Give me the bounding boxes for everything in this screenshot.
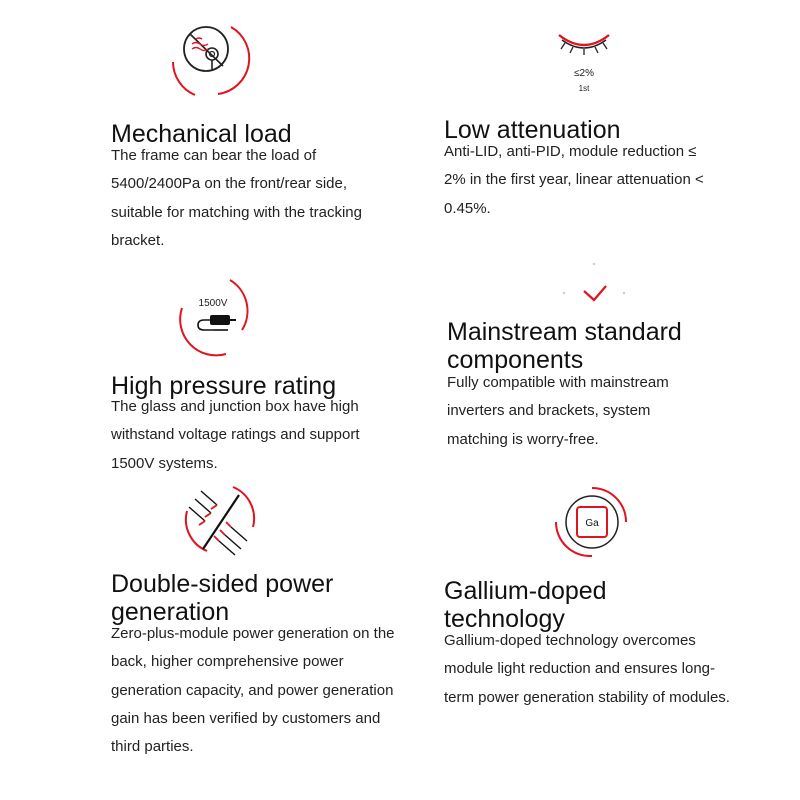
feature-title: High pressure rating [111, 372, 337, 400]
connector-icon [176, 272, 256, 357]
mechanical-load-icon [168, 22, 248, 102]
feature-title: Double-sided power generation [111, 570, 334, 626]
eye-icon-label: ≤2% [574, 68, 594, 79]
feature-description: Gallium-doped technology overcomes module light reduction and ensures long-term power generation stability of modules. [444, 632, 730, 706]
feature-description: Fully compatible with mainstream inverters and brackets, system matching is worry-free. [447, 374, 669, 448]
feature-description: Anti-LID, anti-PID, module reduction ≤ 2% in the first year, linear attenuation < 0.45%. [444, 143, 704, 217]
gallium-chip-icon [552, 484, 632, 560]
gallium-icon-label: Ga [585, 518, 599, 529]
feature-description: Zero-plus-module power generation on the back, higher comprehensive power generation capacity, and power generation gain has been verified by customers and third parties. [111, 625, 395, 756]
feature-description: The glass and junction box have high withstand voltage ratings and support 1500V systems. [111, 398, 360, 472]
feature-title: Mainstream standard components [447, 318, 682, 374]
eye-icon-sublabel: 1st [578, 84, 590, 93]
feature-title: Gallium-doped technology [444, 577, 607, 633]
eye-icon [553, 25, 615, 95]
feature-description: The frame can bear the load of 5400/2400Pa on the front/rear side, suitable for matching with the tracking bracket. [111, 147, 362, 249]
feature-title: Mechanical load [111, 120, 292, 148]
double-sided-arrows-icon [181, 483, 261, 558]
checkmark-icon [560, 260, 630, 305]
feature-title: Low attenuation [444, 116, 621, 144]
connector-icon-label: 1500V [198, 298, 228, 309]
